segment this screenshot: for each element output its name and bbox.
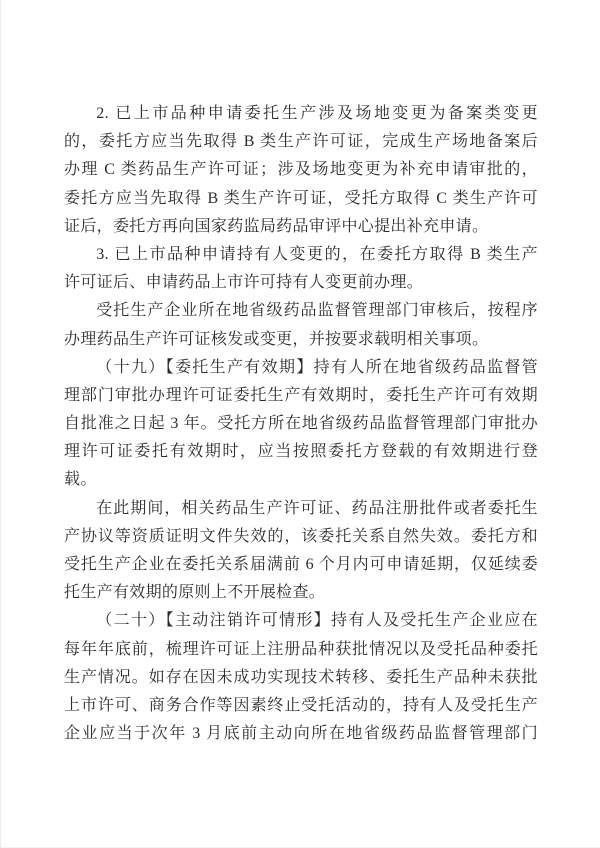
paragraph [64,100,538,241]
text-line: 产协议等资质证明文件失效的，该委托关系自然失效。委托方和 [64,527,538,545]
text-line: 受托生产企业在委托关系届满前 6 个月内可申请延期，仅延续委 [64,556,538,573]
text-line: 自批准之日起 3 年。受托方所在地省级药品监督管理部门审批办 [64,415,538,433]
paragraph [64,241,538,297]
text-line: 上市许可、商务合作等因素终止受托活动的，持有人及受托生产 [64,696,538,714]
text-line: 托生产有效期的原则上不开展检查。 [64,584,326,602]
text-line: 委托方应当先取得 B 类生产许可证，受托方取得 C 类生产许可 [64,189,538,207]
paragraph [64,354,538,495]
text-line: 企业应当于次年 3 月底前主动向所在地省级药品监督管理部门 [64,725,538,743]
text-line: 办理 C 类药品生产许可证；涉及场地变更为补充申请审批的， [64,161,538,179]
text-line: 理许可证委托有效期时，应当按照委托方登载的有效期进行登 [64,443,538,461]
text-line: （十九）【委托生产有效期】持有人所在地省级药品监督管 [96,358,538,376]
paragraph [64,607,538,748]
text-line: 3. 已上市品种申请持有人变更的，在委托方取得 B 类生产 [96,245,538,263]
text-line: 办理药品生产许可证核发或变更，并按要求载明相关事项。 [64,330,489,348]
paragraph [64,297,538,353]
text-line: 证后，委托方再向国家药监局药品审评中心提出补充申请。 [64,217,489,235]
text-line: 载。 [64,471,97,489]
text-line: 在此期间，相关药品生产许可证、药品注册批件或者委托生 [96,499,538,517]
text-line: 2. 已上市品种申请委托生产涉及场地变更为备案类变更 [96,105,538,122]
text-line: 理部门审批办理许可证委托生产有效期时，委托生产许可有效期 [64,386,538,404]
text-line: 许可证后、申请药品上市许可持有人变更前办理。 [64,274,424,292]
text-line: （二十）【主动注销许可情形】持有人及受托生产企业应在 [96,612,538,630]
text-line: 每年年底前，梳理许可证上注册品种获批情况以及受托品种委托 [64,640,538,658]
paragraph [64,495,538,608]
text-line: 的，委托方应当先取得 B 类生产许可证，完成生产场地备案后 [64,133,538,151]
document-body [64,100,538,748]
text-line: 受托生产企业所在地省级药品监督管理部门审核后，按程序 [96,302,538,320]
text-line: 生产情况。如存在因未成功实现技术转移、委托生产品种未获批 [64,668,538,686]
